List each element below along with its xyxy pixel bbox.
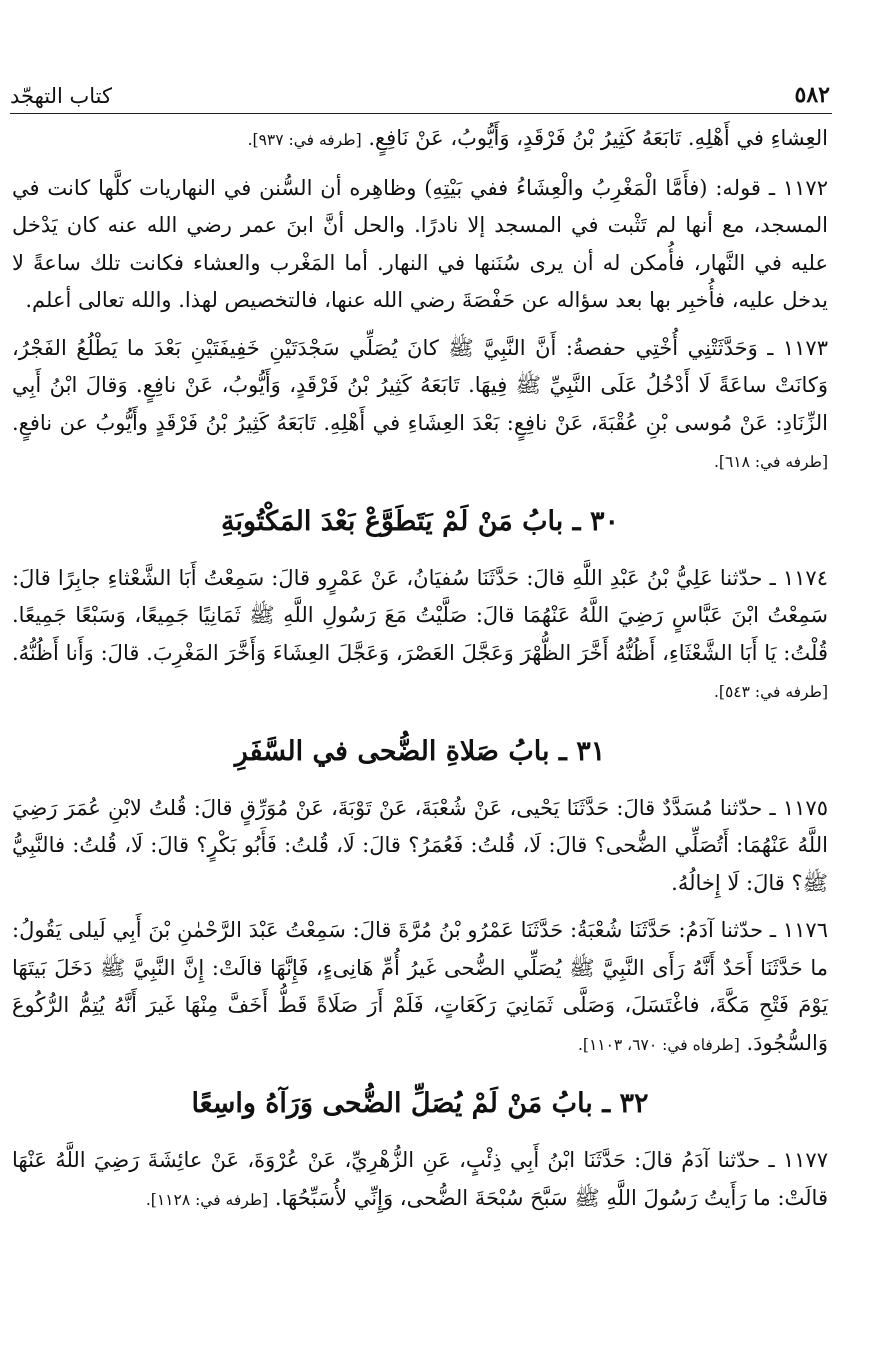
hadith-1175 — [12, 790, 828, 903]
book-title: كتاب التهجّد — [10, 84, 113, 108]
paragraph-text: ١١٧٧ ـ حدّثنا آدَمُ قالَ: حَدَّثَنَا ابْنُ أَبِي ذِئْبٍ، عَنِ الزُّهْرِيِّ، عَنْ عُرْوَةَ، عَنْ عائِشَةَ رَضِيَ اللَّهُ عَنْهَا قالَتْ: ما رَأَيتُ رَسُولَ اللَّهِ ﷺ سَبَّحَ سُبْحَةَ الضُّحى، وَإِنِّي لأُسَبِّحُهَا. — [12, 1148, 828, 1210]
page-body — [12, 120, 828, 1229]
hadith-1177 — [12, 1142, 828, 1219]
chapter-heading-32: ٣٢ ـ بابُ مَنْ لَمْ يُصَلِّ الضُّحى وَرَآهُ واسِعًا — [191, 1088, 649, 1119]
chapter-heading-31: ٣١ ـ بابُ صَلاةِ الضُّحى في السَّفَرِ — [234, 735, 606, 767]
hadith-1176 — [12, 912, 828, 1064]
hadith-1173 — [12, 330, 828, 482]
paragraph-text: ١١٧٣ ـ وَحَدَّثَتْنِي أُخْتِي حفصةُ: أَنَّ النَّبِيَّ ﷺ كانَ يُصَلِّي سَجْدَتَيْنِ خَفِيفَتَيْنِ بَعْدَ ما يَطْلُعُ الفَجْرُ، وَكانَتْ ساعَةً لَا أَدْخُلُ عَلَى النَّبِيِّ ﷺ فِيهَا. تَابَعَهُ كَثِيرُ بْنُ فَرْقَدٍ، وَأَيُّوبُ، عَنْ نافِعٍ. وَقالَ ابْنُ أَبِي الزِّنَادِ: عَنْ مُوسى بْنِ عُقْبَةَ، عَنْ نافِعٍ: بَعْدَ العِشَاءِ في أَهْلِهِ. تَابَعَهُ كَثِيرُ بْنُ فَرْقَدٍ وأَيُّوبُ عن نافعٍ. — [12, 335, 828, 435]
header-rule — [10, 113, 832, 114]
page-header — [10, 68, 830, 108]
cross-reference: [طرفه في: ٦١٨]. — [713, 453, 828, 471]
paragraph-text: العِشاءِ في أَهْلِهِ. تَابَعَهُ كَثِيرُ بْنُ فَرْقَدٍ، وَأَيُّوبُ، عَنْ نَافِعٍ. — [368, 126, 828, 150]
cross-reference: [طرفه في: ٥٤٣]. — [713, 683, 828, 701]
cross-reference: [طرفاه في: ٦٧٠، ١١٠٣]. — [577, 1035, 740, 1054]
commentary-1172 — [12, 170, 828, 320]
paragraph-text: ١١٧٢ ـ قوله: (فأَمَّا الْمَغْرِبُ والْعِشَاءُ ففي بَيْتِهِ) وظاهِره أن السُّنن في النهاريات كلَّها كانت في المسجد، مع أنها لم تَثْبت في المسجد إلا نادرًا. والحل أنَّ ابنَ عمر رضي الله عنه كان يَدْخل عليه في النَّهار، فأُمكن له أن يرى سُنَنها في النهار. أما المَغْرب والعشاء فكانت تلك ساعةً لا يدخل عليه، فأُخبِر بها بعد سؤاله عن حَفْصَةَ رضي الله عنها، فالتخصيص لهذا. والله تعالى أعلم. — [12, 175, 828, 312]
paragraph-text: ١١٧٦ ـ حدّثنا آدَمُ: حَدَّثَنَا شُعْبَةُ: حَدَّثَنَا عَمْرُو بْنُ مُرَّةَ قالَ: سَمِعْتُ عَبْدَ الرَّحْمٰنِ بْنَ أَبِي لَيلى يَقُولُ: ما حَدَّثَنَا أَحَدٌ أَنَّهُ رَأَى النَّبِيَّ ﷺ يُصَلِّي الضُّحى غَيرُ أُمِّ هَانِىءٍ، فَإِنَّهَا قالَتْ: إِنَّ النَّبِيَّ ﷺ دَخَلَ بَيتَهَا يَوْمَ فَتْحِ مَكَّةَ، فاغْتَسَلَ، وَصَلَّى ثَمَانِيَ رَكَعَاتٍ، فَلَمْ أَرَ صَلَاةً قَطُّ أَخَفَّ مِنْهَا غَيرَ أَنَّهُ يُتِمُّ الرُّكُوعَ وَالسُّجُودَ. — [12, 918, 828, 1055]
cross-reference: [طرفه في: ٩٣٧]. — [247, 131, 362, 149]
continuation-paragraph — [12, 120, 828, 160]
page-number: ٥٨٢ — [794, 82, 830, 108]
chapter-heading-30: ٣٠ ـ بابُ مَنْ لَمْ يَتَطَوَّعْ بَعْدَ المَكْتُوبَةِ — [220, 505, 619, 537]
hadith-1174 — [12, 560, 828, 712]
cross-reference: [طرفه في: ١١٢٨]. — [145, 1190, 269, 1209]
paragraph-text: ١١٧٤ ـ حدّثنا عَلِيُّ بْنُ عَبْدِ اللَّهِ قالَ: حَدَّثَنَا سُفيَانُ، عَنْ عَمْرٍو قالَ: سَمِعْتُ أَبَا الشَّعْثاءِ جابِرًا قالَ: سَمِعْتُ ابْنَ عَبَّاسٍ رَضِيَ اللَّهُ عَنْهُمَا قالَ: صَلَّيْتُ مَعَ رَسُولِ اللَّهِ ﷺ ثَمَانِيًا جَمِيعًا، وَسَبْعًا جَمِيعًا. قُلْتُ: يَا أَبَا الشَّعْثَاءِ، أَظُنُّهُ أَخَّرَ الظُّهْرَ وَعَجَّلَ العَصْرَ، وَعَجَّلَ العِشَاءَ وَأَخَّرَ المَغْرِبَ. قالَ: وَأَنا أَظُنُّهُ. — [12, 565, 828, 665]
paragraph-text: ١١٧٥ ـ حدّثنا مُسَدَّدٌ قالَ: حَدَّثَنَا يَحْيى، عَنْ شُعْبَةَ، عَنْ تَوْبَةَ، عَنْ مُوَرِّقٍ قالَ: قُلتُ لابْنِ عُمَرَ رَضِيَ اللَّهُ عَنْهُمَا: أَتُصَلِّي الضُّحى؟ قالَ: لَا، قُلتُ: فَعُمَرُ؟ قالَ: لَا، قُلتُ: فَأَبُو بَكْرٍ؟ قالَ: لَا، قُلتُ: فالنَّبِيُّ ﷺ؟ قالَ: لَا إِخالُهُ. — [12, 795, 828, 895]
